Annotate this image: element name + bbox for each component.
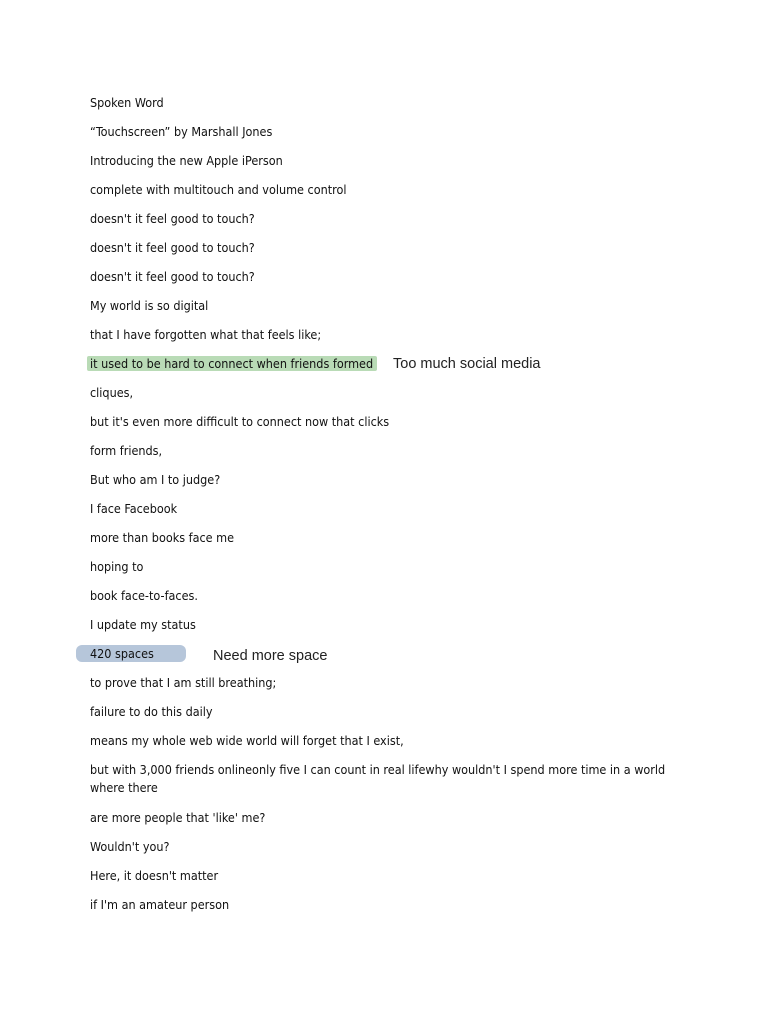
- blue-highlight[interactable]: 420 spaces: [76, 645, 186, 662]
- poem-line: doesn't it feel good to touch?: [90, 269, 255, 284]
- poem-line: complete with multitouch and volume control: [90, 182, 347, 197]
- poem-line-highlighted: [90, 645, 690, 663]
- poem-line: form friends,: [90, 443, 163, 458]
- poem-line: more than books face me: [90, 530, 235, 545]
- poem-line: to prove that I am still breathing;: [90, 675, 277, 690]
- poem-line: Introducing the new Apple iPerson: [90, 153, 283, 168]
- poem-line: that I have forgotten what that feels like;: [90, 327, 322, 342]
- poem-line: doesn't it feel good to touch?: [90, 240, 255, 255]
- green-highlight[interactable]: it used to be hard to connect when friends formed: [87, 356, 377, 371]
- poem-line: means my whole web wide world will forget that I exist,: [90, 733, 404, 748]
- poem-line: failure to do this daily: [90, 704, 213, 719]
- poem-line: I face Facebook: [90, 501, 178, 516]
- poem-line: but it's even more difficult to connect now that clicks: [90, 414, 390, 429]
- poem-line: But who am I to judge?: [90, 472, 221, 487]
- poem-line: if I'm an amateur person: [90, 897, 230, 912]
- annotation-comment-social-media[interactable]: Too much social media: [393, 356, 541, 372]
- poem-line-highlighted: [90, 355, 690, 373]
- annotation-comment-more-space[interactable]: Need more space: [213, 648, 328, 664]
- poem-line: hoping to: [90, 559, 144, 574]
- poem-line: book face-to-faces.: [90, 588, 198, 603]
- poem-line: but with 3,000 friends onlineonly five I can count in real lifewhy wouldn't I spend more time in a world where there: [90, 762, 666, 795]
- poem-line: Here, it doesn't matter: [90, 868, 219, 883]
- poem-line: are more people that 'like' me?: [90, 810, 266, 825]
- poem-line: “Touchscreen” by Marshall Jones: [90, 124, 273, 139]
- poem-line: My world is so digital: [90, 298, 209, 313]
- poem-text: [90, 94, 690, 925]
- poem-line: doesn't it feel good to touch?: [90, 211, 255, 226]
- poem-line: Wouldn't you?: [90, 839, 170, 854]
- poem-line: cliques,: [90, 385, 134, 400]
- poem-line: Spoken Word: [90, 95, 164, 110]
- poem-line: I update my status: [90, 617, 196, 632]
